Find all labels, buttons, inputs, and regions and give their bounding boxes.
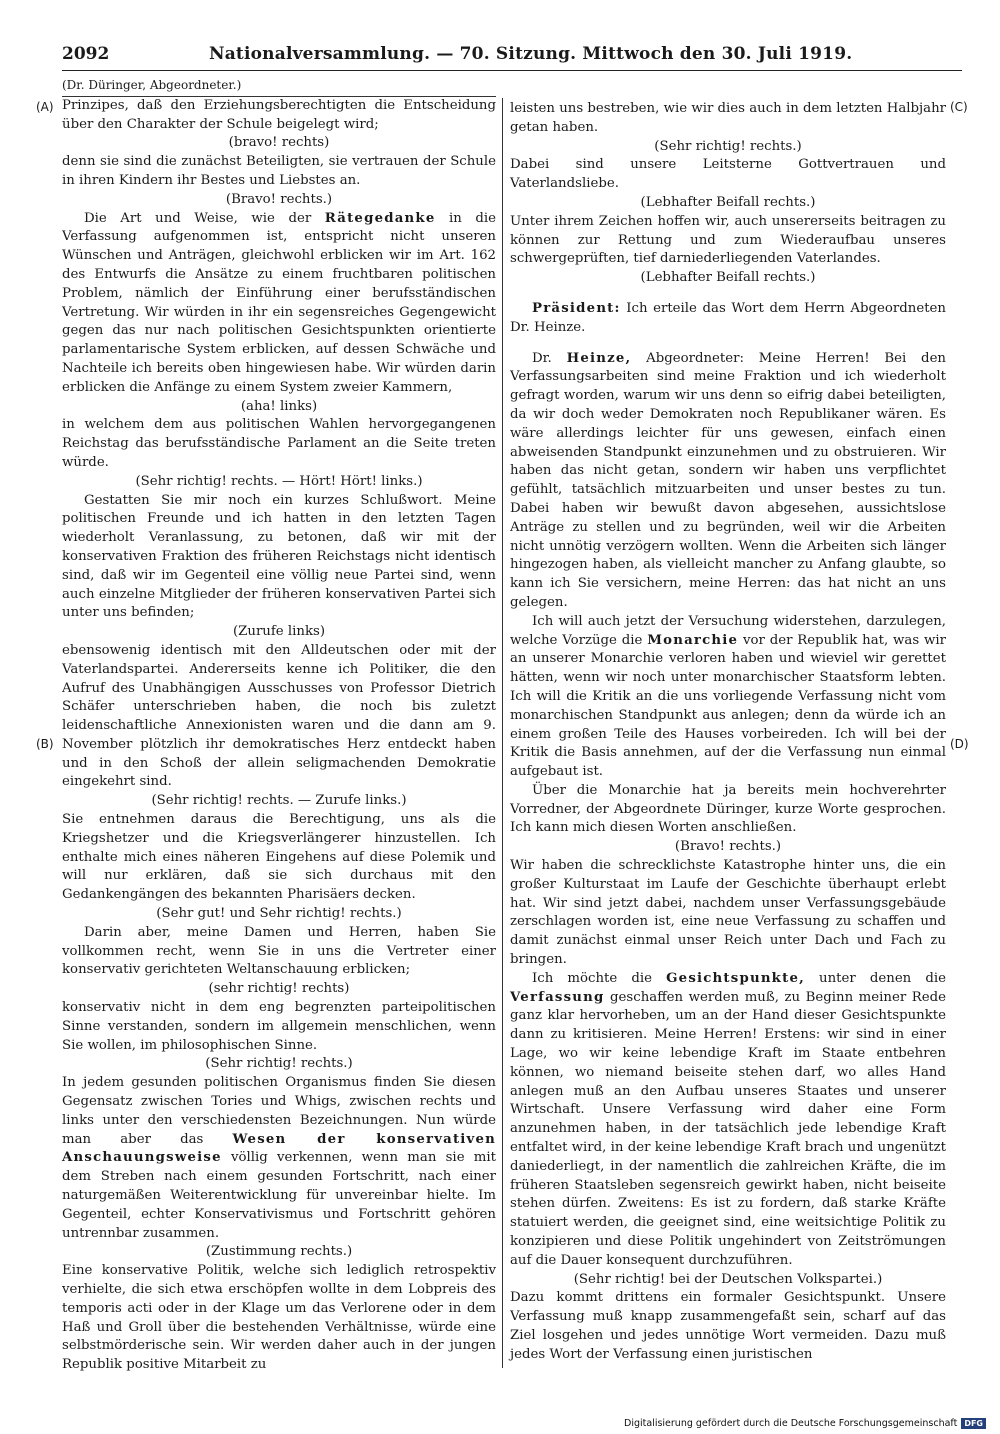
running-head: Nationalversammlung. — 70. Sitzung. Mittwoch den 30. Juli 1919. [208,44,853,64]
paragraph: Wir haben die schrecklichste Katastrophe hinter uns, die ein großer Kulturstaat im Laufe der Geschichte überhaupt erlebt hat. Wir sind jetzt dabei, nachdem unser Verfassungsgebäude zerschlagen worden ist, eine neue Verfassung zu schaffen und damit zunächst einmal unser Reich unter Dach und Fach zu bringen. [510,858,946,968]
emphasis: Monarchie [647,632,739,648]
paragraph: Dabei sind unsere Leitsterne Gottvertrauen und Vaterlandsliebe. [510,157,946,192]
credit-text: Digitalisierung gefördert durch die Deutsche Forschungsgemeinschaft [624,1418,958,1429]
speaker-continuation: (Dr. Düringer, Abgeordneter.) [62,78,242,92]
paragraph: Sie entnehmen daraus die Berechtigung, uns als die Kriegshetzer und die Kriegsverlängerer hinzustellen. Ich enthalte mich eines näheren Eingehens auf diese Polemik und will nur erklären, daß sie sich durchaus mit den Gedankengängen des bekannten Pharisäers decken. [62,812,496,903]
emphasis: Verfassung [510,989,605,1005]
reaction: (sehr richtig! rechts) [208,981,350,997]
page-number: 2092 [62,44,110,64]
paragraph: Prinzipes, daß den Erziehungsberechtigten die Entscheidung über den Charakter der Schule beigelegt wird; [62,97,496,132]
spacer [510,338,946,350]
reaction: (Sehr gut! und Sehr richtig! rechts.) [156,906,402,922]
paragraph: Unter ihrem Zeichen hoffen wir, auch unsererseits beitragen zu können zur Rettung und zum Wiederaufbau unseres schwergeprüften, tief darniederliegenden Vaterlandes. [510,213,946,267]
margin-mark-d: (D) [950,737,969,751]
paragraph: In jedem gesunden politischen Organismus finden Sie diesen Gegensatz zwischen Tories und Whigs, zwischen rechts und links unter den verschiedensten Bezeichnungen. Nun würde man aber das Wesen der konservativen Anschauungsweise völlig verkennen, wenn man sie mit dem Streben nach einem gesunden Fortschritt, nach einer naturgemäßen Weiterentwicklung für unvereinbar hielte. Im Gegenteil, echter Konservativismus und Fortschritt gehören untrennbar zusammen. [62,1075,496,1241]
dfg-logo: DFG [961,1418,986,1429]
paragraph: Ich will auch jetzt der Versuchung widerstehen, darzulegen, welche Vorzüge die Monarchie vor der Republik hat, was wir an unserer Monarchie verloren haben und wieviel wir gerettet hätten, wenn wir noch unter monarchischer Staatsform lebten. Ich will die Kritik an die uns vorliegende Verfassung nicht vom monarchischen Standpunkt aus anlegen; denn da würde ich an einem großen Teile des Hauses vorbeireden. Ich will bei der Kritik die Basis annehmen, auf der die Verfassung nun einmal aufgebaut ist. [510,613,947,780]
reaction: (Sehr richtig! rechts.) [654,138,802,154]
margin-mark-c: (C) [950,100,968,114]
margin-mark-a: (A) [36,100,54,114]
paragraph: Eine konservative Politik, welche sich lediglich retrospektiv verhielte, die sich etwa erschöpfen wollte in dem Lobpreis des temporis acti oder in der Klage um das Verlorene oder in dem Haß und Groll über die bestehenden Verhältnisse, würde eine selbstmörderische sein. Wir werden daher auch in der jungen Republik positive Mitarbeit zu [62,1263,496,1373]
reaction: (Zurufe links) [232,624,326,640]
paragraph: Die Art und Weise, wie der Rätegedanke in die Verfassung aufgenommen ist, entspricht nicht unseren Wünschen und Anträgen, gleichwohl erblicken wir im Art. 162 des Entwurfs die Ansätze zu einem fruchtbaren politischen Problem, nämlich der Einführung einer berufsständischen Vertretung. Wir würden in ihr ein segensreiches Gegengewicht gegen das nur nach politischen Gesichtspunkten orientierte parlamentarische System erblicken, auf dessen Schwäche und Nachteile ich bereits oben hingewiesen habe. Wir würden darin erblicken die Anfänge zu einem System zweier Kammern, [62,210,497,395]
reaction: (Sehr richtig! bei der Deutschen Volkspartei.) [573,1271,883,1287]
reaction: (Sehr richtig! rechts. — Hört! Hört! links.) [135,473,423,489]
emphasis: Rätegedanke [324,210,436,226]
reaction: (Lebhafter Beifall rechts.) [640,270,816,286]
reaction: (aha! links) [240,398,318,414]
reaction: (Sehr richtig! rechts.) [205,1056,353,1072]
president-statement: Präsident: Ich erteile das Wort dem Herrn Abgeordneten Dr. Heinze. [510,300,946,335]
reaction: (Bravo! rechts.) [674,839,782,855]
paragraph: Gestatten Sie mir noch ein kurzes Schlußwort. Meine politischen Freunde und ich hatten in den letzten Tagen wiederholt Veranlassung, zu betonen, daß wir mit der konservativen Fraktion des früheren Reichstags nicht identisch sind, daß wir im Gegenteil eine völlig neue Partei sind, wenn auch einzelne Mitglieder der früheren konservativen Partei sich unter uns befinden; [62,492,496,621]
speaker-name: Präsident: [532,300,621,316]
reaction: (Sehr richtig! rechts. — Zurufe links.) [151,793,407,809]
paragraph: Ich möchte die Gesichtspunkte, unter denen die Verfassung geschaffen werden muß, zu Beginn meiner Rede ganz klar hervorheben, um an der Hand dieser Gesichtspunkte dann zu kritisieren. Meine Herren! Erstens: wir sind in einer Lage, wo wir keine lebendige Kraft im Staate entbehren können, wo niemand beiseite stehen darf, wo alles Hand anlegen muß an den Aufbau unseres Staates und unserer Wirtschaft. Unsere Verfassung wird daher eine Form anzunehmen haben, in der tatsächlich jede lebendige Kraft entfaltet wird, in der keine lebendige Kraft brach und ungenützt daniederliegt, in der namentlich die zahlreichen Kräfte, die im früheren Staatsleben segensreich gewirkt haben, nicht beiseite stehen dürfen. Zweitens: Es ist zu fordern, daß starke Kräfte statuiert werden, die geeignet sind, eine weitsichtige Politik zu konzipieren und diese Politik ungehindert von Zeitströmungen auf die Dauer konsequent durchzuführen. [510,970,947,1268]
paragraph: leisten uns bestreben, wie wir dies auch in dem letzten Halbjahr getan haben. [510,101,946,135]
paragraph: Dazu kommt drittens ein formaler Gesichtspunkt. Unsere Verfassung muß knapp zusammengefaßt sein, scharf auf das Ziel losgehen und jedes unnötige Wort vermeiden. Dazu muß jedes Wort der Verfassung einen juristischen [510,1290,946,1362]
right-column [510,100,946,1365]
digitization-credit [624,1418,986,1429]
column-divider [502,98,503,1368]
paragraph: ebensowenig identisch mit den Alldeutschen oder mit der Vaterlandspartei. Andererseits kenne ich Politiker, die den Aufruf des Unabhängigen Ausschusses von Professor Dietrich Schäfer unterschrieben haben, die noch bis zuletzt leidenschaftliche Annexionisten waren und die dann am 9. November plötzlich ihr demokratisches Herz entdeckt haben und in den Schoß der allein seligmachenden Demokratie eingekehrt sind. [62,642,496,790]
margin-mark-b: (B) [36,737,54,751]
emphasis: Wesen der konservativen Anschauungsweise [62,1131,496,1166]
reaction: (Bravo! rechts.) [225,191,333,207]
speaker-name: Heinze, [566,350,632,366]
paragraph: denn sie sind die zunächst Beteiligten, sie vertrauen der Schule in ihren Kindern ihr Bestes und Liebstes an. [62,154,496,188]
reaction: (Lebhafter Beifall rechts.) [640,194,816,210]
speech-opening: Dr. Heinze, Abgeordneter: Meine Herren! Bei den Verfassungsarbeiten sind meine Fraktion und ich wiederholt gefragt worden, warum wir uns denn so eifrig dabei beteiligten, da wir doch weder Demokraten noch Republikaner wären. Es wäre allerdings leichter für uns gewesen, einfach einen abweisenden Standpunkt einzunehmen und zu obstruieren. Wir haben das nicht getan, sondern wir haben uns verpflichtet gefühlt, tatsächlich mitzuarbeiten und unser bestes zu tun. Dabei haben wir bewußt davon abgesehen, aussichtslose Anträge zu stellen und zu begründen, weil wir die Arbeiten nicht unnötig verzögern wollten. Wenn die Arbeiten sich länger hingezogen haben, als vielleicht mancher zu Anfang glaubte, so kann ich Sie versichern, meine Herren: das hat nicht an uns gelegen. [510,350,946,610]
paragraph: konservativ nicht in dem eng begrenzten parteipolitischen Sinne verstanden, sondern im allgemein menschlichen, wenn Sie wollen, im philosophischen Sinne. [62,1000,496,1053]
reaction: (bravo! rechts) [228,135,330,151]
header-rule [62,70,962,71]
left-column [62,76,496,1375]
spacer [510,288,946,300]
page-header [62,44,962,64]
paragraph: in welchem dem aus politischen Wahlen hervorgegangenen Reichstag das berufsständische Parlament an die Seite treten würde. [62,417,496,470]
reaction: (Zustimmung rechts.) [205,1244,353,1260]
paragraph: Darin aber, meine Damen und Herren, haben Sie vollkommen recht, wenn Sie in uns die Vertreter einer konservativ gerichteten Weltanschauung erblicken; [62,924,496,978]
emphasis: Gesichtspunkte, [666,970,805,986]
paragraph: Über die Monarchie hat ja bereits mein hochverehrter Vorredner, der Abgeordnete Düringer, kurze Worte gesprochen. Ich kann mich diesen Worten anschließen. [510,782,946,836]
